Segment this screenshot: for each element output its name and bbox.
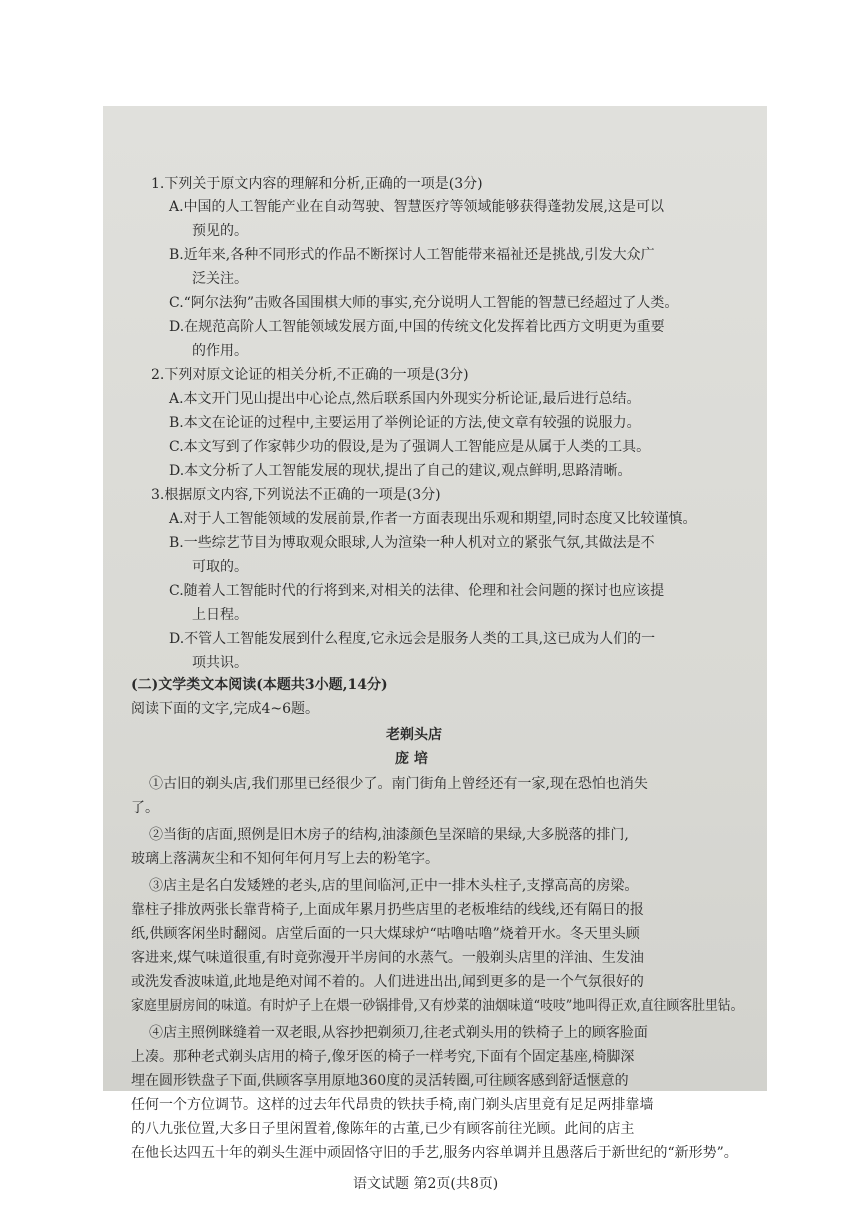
q1-option-a-cont: 预见的。 <box>192 223 248 239</box>
paragraph-4: ④店主照例眯缝着一双老眼,从容抄把剃须刀,往老式剃头用的铁椅子上的顾客脸面 <box>149 1025 648 1041</box>
paragraph-4-cont: 埋在圆形铁盘子下面,供顾客享用原地360度的灵活转圈,可往顾客感到舒适惬意的 <box>131 1073 629 1089</box>
q1-stem: 1.下列关于原文内容的理解和分析,正确的一项是(3分) <box>151 176 483 192</box>
q1-option-c: C.“阿尔法狗”击败各国围棋大师的事实,充分说明人工智能的智慧已经超过了人类。 <box>169 295 679 311</box>
section2-instruction: 阅读下面的文字,完成4~6题。 <box>131 701 319 717</box>
paragraph-4-cont: 上凑。那种老式剃头店用的椅子,像牙医的椅子一样考究,下面有个固定基座,椅脚深 <box>131 1049 635 1065</box>
q3-stem: 3.根据原文内容,下列说法不正确的一项是(3分) <box>151 487 441 503</box>
q1-option-b-cont: 泛关注。 <box>192 271 248 287</box>
paragraph-1-cont: 了。 <box>131 800 159 816</box>
paragraph-2-cont: 玻璃上落满灰尘和不知何年何月写上去的粉笔字。 <box>131 851 439 867</box>
q3-option-d-cont: 项共识。 <box>192 655 248 671</box>
q1-option-b: B.近年来,各种不同形式的作品不断探讨人工智能带来福祉还是挑战,引发大众广 <box>169 247 655 263</box>
paragraph-1: ①古旧的剃头店,我们那里已经很少了。南门街角上曾经还有一家,现在恐怕也消失 <box>149 776 648 792</box>
paragraph-3-cont: 纸,供顾客闲坐时翻阅。店堂后面的一只大煤球炉“咕噜咕噜”烧着开水。冬天里头顾 <box>131 926 640 942</box>
story-author: 庞 培 <box>395 751 428 767</box>
q2-option-a: A.本文开门见山提出中心论点,然后联系国内外现实分析论证,最后进行总结。 <box>169 391 641 407</box>
q3-option-b-cont: 可取的。 <box>192 559 248 575</box>
paragraph-4-cont: 任何一个方位调节。这样的过去年代昂贵的铁扶手椅,南门剃头店里竟有足足两排靠墙 <box>131 1097 654 1113</box>
story-title: 老剃头店 <box>386 727 442 743</box>
q3-option-c-cont: 上日程。 <box>192 607 248 623</box>
paragraph-3-cont: 靠柱子排放两张长靠背椅子,上面成年累月扔些店里的老板堆结的线线,还有隔日的报 <box>131 902 644 918</box>
q2-option-b: B.本文在论证的过程中,主要运用了举例论证的方法,使文章有较强的说服力。 <box>169 415 641 431</box>
paragraph-3-cont: 家庭里厨房间的味道。有时炉子上在煨一砂锅排骨,又有炒菜的油烟味道“吱吱”地叫得正欢,直往顾客肚里钻。 <box>131 998 744 1014</box>
paragraph-2: ②当街的店面,照例是旧木房子的结构,油漆颜色呈深暗的果绿,大多脱落的排门, <box>149 827 629 843</box>
q3-option-b: B.一些综艺节目为博取观众眼球,人为渲染一种人机对立的紧张气氛,其做法是不 <box>169 535 655 551</box>
paragraph-3-cont: 或洗发香波味道,此地是绝对闻不着的。人们进进出出,闻到更多的是一个气氛很好的 <box>131 974 644 990</box>
q2-option-c: C.本文写到了作家韩少功的假设,是为了强调人工智能应是从属于人类的工具。 <box>169 439 651 455</box>
section2-heading: (二)文学类文本阅读(本题共3小题,14分) <box>131 677 388 693</box>
q3-option-a: A.对于人工智能领域的发展前景,作者一方面表现出乐观和期望,同时态度又比较谨慎。 <box>169 511 697 527</box>
paragraph-3: ③店主是名白发矮矬的老头,店的里间临河,正中一排木头柱子,支撑高高的房梁。 <box>149 878 639 894</box>
q1-option-d: D.在规范高阶人工智能领域发展方面,中国的传统文化发挥着比西方文明更为重要 <box>169 319 665 335</box>
paragraph-4-cont: 的八九张位置,大多日子里闲置着,像陈年的古董,已少有顾客前往光顾。此间的店主 <box>131 1121 635 1137</box>
q1-option-a: A.中国的人工智能产业在自动驾驶、智慧医疗等领域能够获得蓬勃发展,这是可以 <box>169 199 665 215</box>
exam-page <box>103 106 767 1192</box>
q3-option-c: C.随着人工智能时代的行将到来,对相关的法律、伦理和社会问题的探讨也应该提 <box>169 583 665 599</box>
q1-option-d-cont: 的作用。 <box>192 343 248 359</box>
page-footer: 语文试题 第2页(共8页) <box>353 1176 499 1192</box>
q2-option-d: D.本文分析了人工智能发展的现状,提出了自己的建议,观点鲜明,思路清晰。 <box>169 463 632 479</box>
paragraph-4-cont: 在他长达四五十年的剃头生涯中顽固恪守旧的手艺,服务内容单调并且愚落后于新世纪的“新形势”。 <box>131 1145 738 1161</box>
q3-option-d: D.不管人工智能发展到什么程度,它永远会是服务人类的工具,这已成为人们的一 <box>169 631 656 647</box>
paragraph-3-cont: 客进来,煤气味道很重,有时竟弥漫开半房间的水蒸气。一般剃头店里的洋油、生发油 <box>131 950 644 966</box>
q2-stem: 2.下列对原文论证的相关分析,不正确的一项是(3分) <box>151 367 469 383</box>
